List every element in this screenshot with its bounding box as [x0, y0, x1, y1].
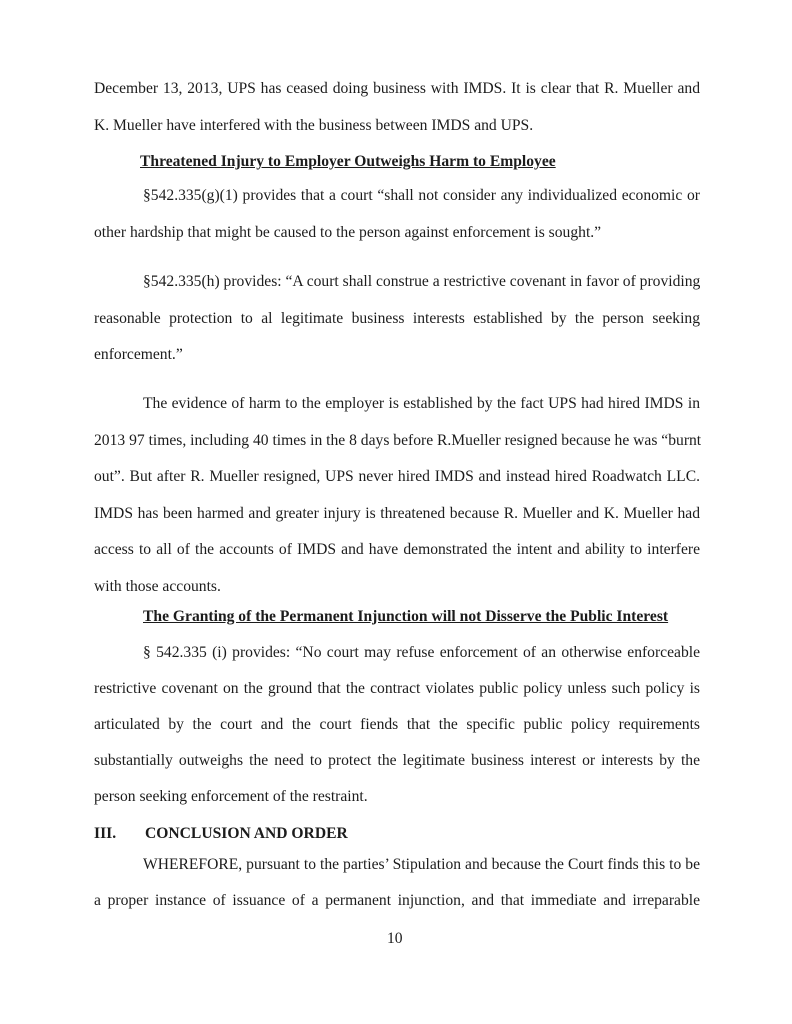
body-text-line: access to all of the accounts of IMDS and have demonstrated the intent and ability to interfere: [94, 541, 700, 558]
body-text-line: enforcement.”: [94, 346, 183, 363]
section-number: III.: [94, 825, 117, 842]
body-text-line: with those accounts.: [94, 578, 221, 595]
body-text-line: reasonable protection to al legitimate business interests established by the person seeking: [94, 310, 700, 327]
section-heading-public-interest: The Granting of the Permanent Injunction will not Disserve the Public Interest: [143, 608, 669, 625]
section-title-conclusion: CONCLUSION AND ORDER: [145, 825, 348, 842]
body-text-line: substantially outweighs the need to protect the legitimate business interest or interests by the: [94, 752, 700, 769]
body-text-line: IMDS has been harmed and greater injury is threatened because R. Mueller and K. Mueller had: [94, 505, 700, 522]
body-text-line: person seeking enforcement of the restraint.: [94, 788, 368, 805]
body-text-line: other hardship that might be caused to the person against enforcement is sought.”: [94, 224, 602, 241]
body-text-line: §542.335(h) provides: “A court shall construe a restrictive covenant in favor of providing: [143, 273, 701, 290]
section-heading-threatened-injury: Threatened Injury to Employer Outweighs Harm to Employee: [140, 153, 556, 170]
body-text-line: K. Mueller have interfered with the business between IMDS and UPS.: [94, 117, 534, 134]
body-text-line: December 13, 2013, UPS has ceased doing business with IMDS. It is clear that R. Mueller and: [94, 80, 700, 97]
body-text-line: restrictive covenant on the ground that the contract violates public policy unless such policy is: [94, 680, 700, 697]
body-text-line: articulated by the court and the court fiends that the specific public policy requirements: [94, 716, 700, 733]
body-text-line: § 542.335 (i) provides: “No court may refuse enforcement of an otherwise enforceable: [143, 644, 700, 661]
body-text-line: WHEREFORE, pursuant to the parties’ Stipulation and because the Court finds this to be: [143, 856, 700, 873]
body-text-line: §542.335(g)(1) provides that a court “shall not consider any individualized economic or: [143, 187, 700, 204]
page-number: 10: [387, 930, 403, 947]
body-text-line: a proper instance of issuance of a permanent injunction, and that immediate and irreparable: [94, 892, 700, 909]
body-text-line: out”. But after R. Mueller resigned, UPS never hired IMDS and instead hired Roadwatch LLC.: [94, 468, 700, 485]
body-text-line: 2013 97 times, including 40 times in the 8 days before R.Mueller resigned because he was “burnt: [94, 432, 702, 449]
body-text-line: The evidence of harm to the employer is established by the fact UPS had hired IMDS in: [143, 395, 700, 412]
